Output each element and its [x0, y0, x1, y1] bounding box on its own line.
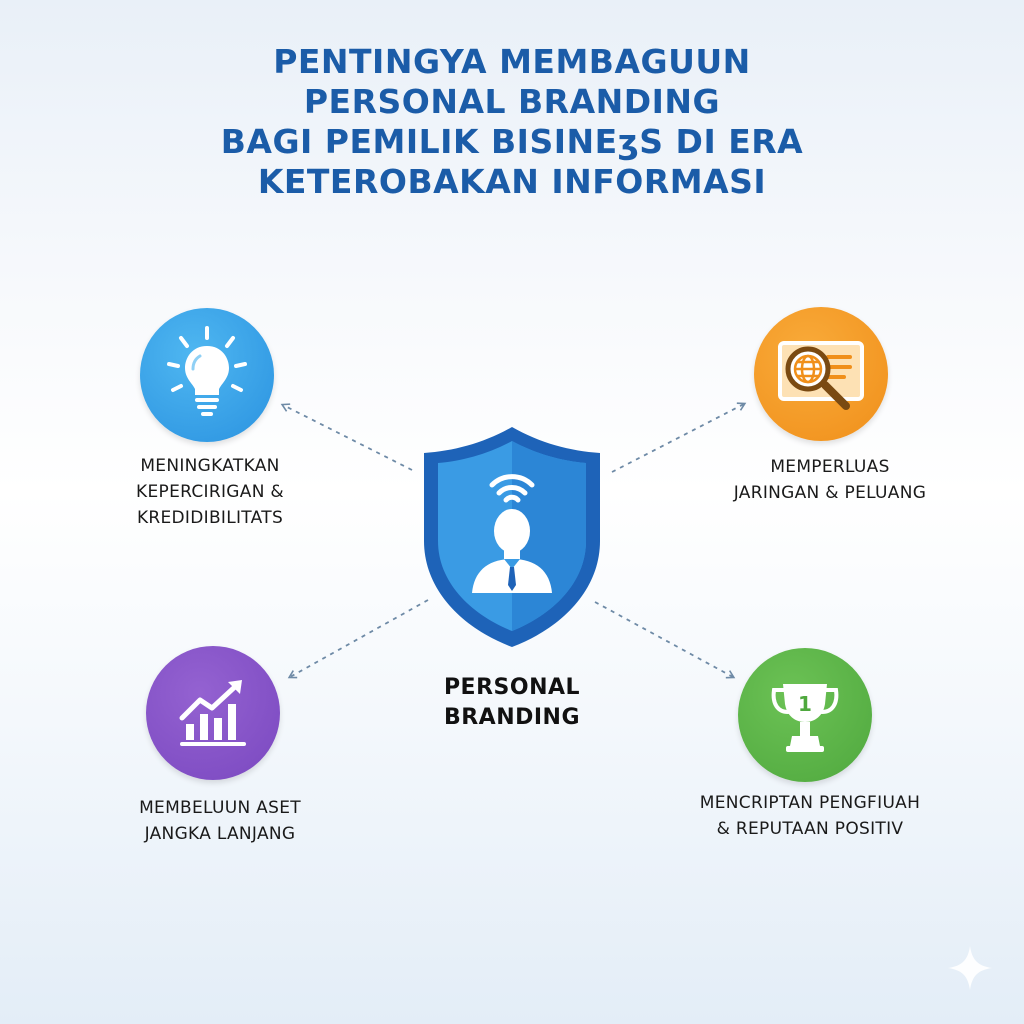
center-label	[412, 673, 612, 733]
benefit-label-asset	[90, 795, 350, 847]
benefit-label-network	[700, 454, 960, 506]
benefit-label-credibility	[80, 453, 340, 531]
shield-person-icon	[420, 423, 604, 651]
label-line: MEMBELUUN ASET	[139, 798, 301, 818]
benefit-label-reputation	[640, 790, 980, 842]
label-line: MENCRIPTAN PENGFIUAH	[699, 793, 921, 813]
title-line: KETEROBAKAN INFORMASI	[257, 162, 767, 201]
title-line: PENTINGYA MEMBAGUUN	[273, 42, 751, 81]
arrow-to-asset	[290, 600, 428, 677]
growth-chart-icon	[146, 646, 280, 780]
label-line: JANGKA LANJANG	[144, 824, 296, 844]
title-line: PERSONAL BRANDING	[303, 82, 721, 121]
label-line: JARINGAN & PELUANG	[733, 483, 927, 503]
trophy-number: 1	[798, 692, 812, 716]
credibility-circle	[140, 308, 274, 442]
lightbulb-icon	[140, 308, 274, 442]
network-circle	[754, 307, 888, 441]
title-line: BAGI PEMILIK BISINEʒS DI ERA	[220, 122, 804, 161]
center-label-line: BRANDING	[443, 705, 581, 730]
sparkle-icon	[946, 944, 994, 992]
label-line: KREDIDIBILITATS	[136, 508, 284, 528]
reputation-circle	[738, 648, 872, 782]
label-line: MENINGKATKAN	[140, 456, 280, 476]
label-line: KEPERCIRIGAN &	[136, 482, 284, 502]
label-line: MEMPERLUAS	[770, 457, 890, 477]
arrow-to-reputation	[595, 602, 733, 677]
asset-circle	[146, 646, 280, 780]
label-line: & REPUTAAN POSITIV	[716, 819, 904, 839]
web-search-icon	[754, 307, 888, 441]
center-label-line: PERSONAL	[443, 675, 581, 700]
trophy-icon	[738, 648, 872, 782]
